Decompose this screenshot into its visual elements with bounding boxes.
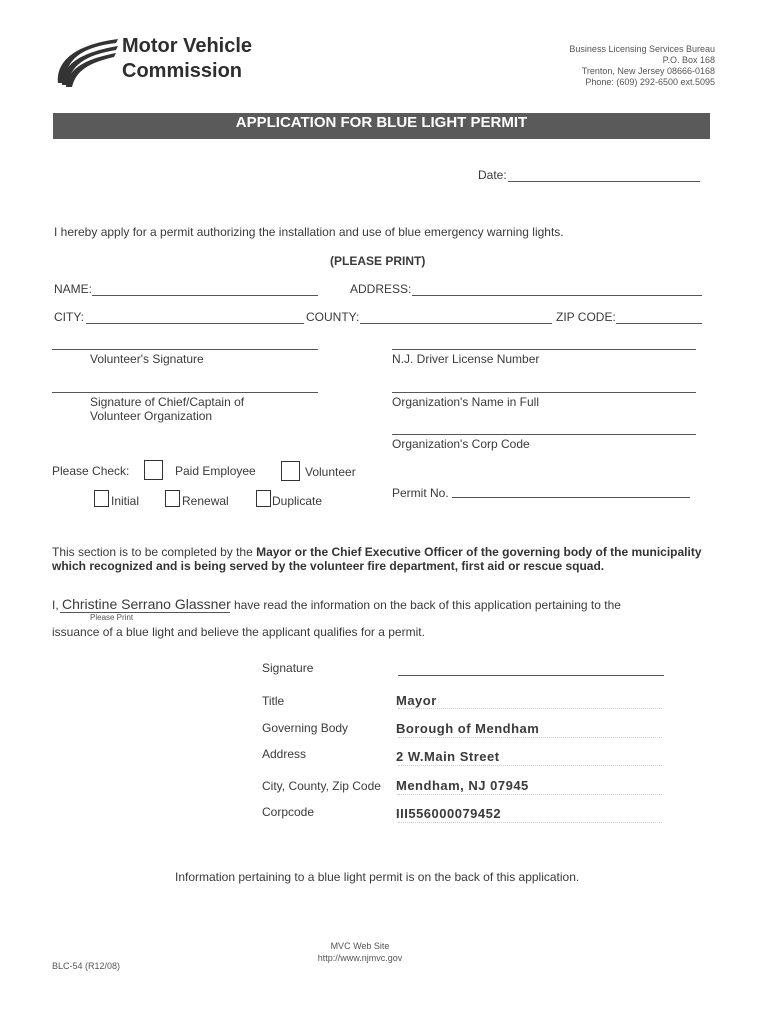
po-box: P.O. Box 168 — [662, 55, 715, 65]
intro-text: I hereby apply for a permit authorizing the installation and use of blue emergency warning lights. — [54, 225, 564, 239]
official-name-underline — [60, 612, 230, 613]
org-name-line1: Motor Vehicle — [122, 35, 253, 57]
renewal-checkbox[interactable] — [165, 490, 180, 507]
bureau-city: Trenton, New Jersey 08666-0168 — [581, 66, 715, 76]
mayor-signature-field[interactable] — [398, 675, 664, 676]
duplicate-checkbox[interactable] — [256, 490, 271, 507]
corpcode-label: Corpcode — [262, 805, 315, 819]
signature-label: Signature — [262, 661, 314, 675]
form-code: BLC-54 (R12/08) — [52, 961, 121, 971]
address-field-line — [398, 765, 662, 766]
volunteer-signature-label: Volunteer's Signature — [90, 352, 204, 366]
driver-license-label: N.J. Driver License Number — [392, 352, 540, 366]
driver-license-field[interactable] — [392, 349, 696, 350]
mayor-intro-bold1: Mayor or the Chief Executive Officer of the governing body of the municipality — [256, 545, 702, 559]
corpcode-field-line — [398, 822, 662, 823]
mvc-logo-icon — [52, 33, 120, 89]
organization-name-label: Organization's Name in Full — [392, 395, 540, 409]
web-site-block — [300, 940, 420, 964]
permit-no-field[interactable] — [452, 497, 690, 498]
official-name[interactable]: Christine Serrano Glassner — [62, 596, 231, 612]
city-county-zip-field-line — [398, 794, 662, 795]
mayor-intro-bold2: which recognized and is being served by the volunteer fire department, first aid or rescue squad. — [52, 559, 605, 573]
chief-signature-line1: Signature of Chief/Captain of — [90, 395, 245, 409]
address-value[interactable]: 2 W.Main Street — [396, 749, 500, 764]
governing-body-value[interactable]: Borough of Mendham — [396, 721, 540, 736]
address-field[interactable] — [412, 295, 702, 296]
volunteer-checkbox[interactable] — [281, 461, 300, 481]
bureau-address — [569, 44, 715, 88]
county-label: COUNTY: — [306, 310, 360, 324]
city-field[interactable] — [86, 323, 304, 324]
chief-signature-line2: Volunteer Organization — [90, 409, 213, 423]
renewal-label: Renewal — [182, 494, 229, 508]
org-name-line2: Commission — [122, 60, 243, 82]
zip-field[interactable] — [616, 323, 702, 324]
county-field[interactable] — [360, 323, 552, 324]
initial-checkbox[interactable] — [94, 490, 109, 507]
governing-body-field-line — [398, 737, 662, 738]
zip-label: ZIP CODE: — [556, 310, 616, 324]
web-site-label: MVC Web Site — [330, 941, 390, 951]
statement-part1: have read the information on the back of this application pertaining to the — [234, 598, 621, 612]
title-label: Title — [262, 694, 285, 708]
paid-employee-checkbox[interactable] — [144, 460, 163, 480]
organization-name — [122, 34, 252, 84]
i-label: I, — [52, 598, 59, 612]
bureau-name: Business Licensing Services Bureau — [569, 44, 715, 54]
governing-body-label: Governing Body — [262, 721, 349, 735]
address-label-mayor: Address — [262, 747, 307, 761]
corp-code-label: Organization's Corp Code — [392, 437, 530, 451]
permit-no-label: Permit No. — [392, 486, 449, 500]
city-county-zip-value[interactable]: Mendham, NJ 07945 — [396, 778, 529, 793]
date-label: Date: — [478, 168, 507, 182]
footer-info: Information pertaining to a blue light permit is on the back of this application. — [175, 870, 580, 884]
name-label: NAME: — [54, 282, 93, 296]
mayor-intro-prefix: This section is to be completed by the — [52, 545, 257, 559]
mayor-section-intro — [52, 545, 702, 573]
chief-signature-field[interactable] — [52, 392, 318, 393]
name-field[interactable] — [92, 295, 318, 296]
please-print-label: (PLEASE PRINT) — [330, 254, 426, 268]
paid-employee-label: Paid Employee — [175, 464, 256, 478]
form-title: APPLICATION FOR BLUE LIGHT PERMIT — [53, 113, 710, 139]
volunteer-label: Volunteer — [305, 465, 356, 479]
web-site-url[interactable]: http://www.njmvc.gov — [317, 953, 403, 963]
corpcode-value[interactable]: III556000079452 — [396, 806, 502, 821]
statement-part2: issuance of a blue light and believe the applicant qualifies for a permit. — [52, 625, 425, 639]
bureau-phone: Phone: (609) 292-6500 ext.5095 — [585, 77, 715, 87]
date-field[interactable] — [508, 181, 700, 182]
volunteer-signature-field[interactable] — [52, 349, 318, 350]
initial-label: Initial — [111, 494, 140, 508]
city-county-zip-label: City, County, Zip Code — [262, 779, 381, 793]
duplicate-label: Duplicate — [272, 494, 323, 508]
please-check-label: Please Check: — [52, 464, 130, 478]
title-field-line — [398, 708, 662, 709]
please-print-small: Please Print — [90, 613, 134, 622]
address-label: ADDRESS: — [350, 282, 412, 296]
organization-name-field[interactable] — [392, 392, 696, 393]
corp-code-field[interactable] — [392, 434, 696, 435]
title-value[interactable]: Mayor — [396, 693, 437, 708]
city-label: CITY: — [54, 310, 85, 324]
chief-signature-label — [90, 395, 244, 423]
